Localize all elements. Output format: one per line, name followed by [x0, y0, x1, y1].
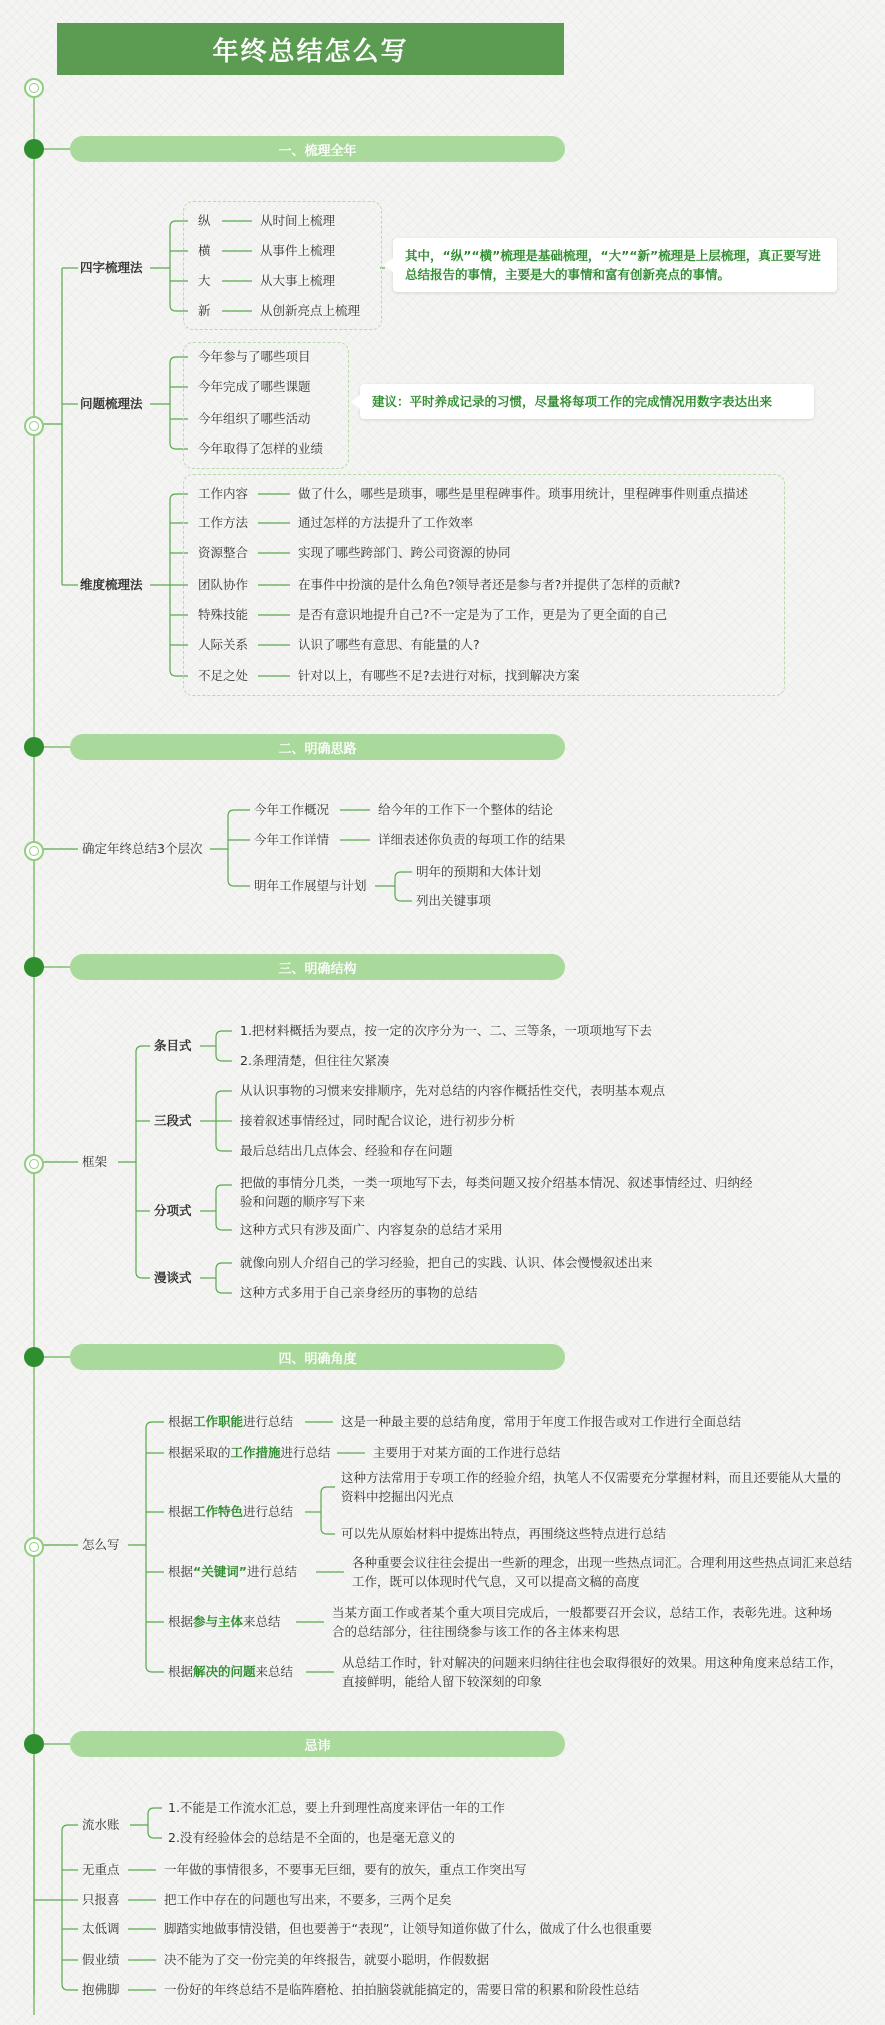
s4-label-pre: 根据 [168, 1414, 194, 1429]
s3-item: 2.条理清楚，但往往欠紧凑 [240, 1053, 390, 1068]
s5-key: 抱佛脚 [82, 1982, 120, 1997]
spine-start-icon [24, 78, 44, 98]
s5-sub: 2.没有经验体会的总结是不全面的，也是毫无意义的 [168, 1830, 455, 1845]
s4-label-post: 来总结 [243, 1614, 281, 1629]
s3-group-label: 漫谈式 [154, 1270, 192, 1285]
connector-curve [395, 886, 412, 901]
s4-label-post: 进行总结 [243, 1504, 294, 1519]
s3-item: 从认识事物的习惯来安排顺序，先对总结的内容作概括性交代，表明基本观点 [240, 1083, 666, 1098]
s4-label-pre: 根据 [168, 1504, 194, 1519]
sizi-note: 其中，“纵”“横”梳理是基础梳理，“大”“新”梳理是上层梳理，真正要写进总结报告的事情，主要是大的事情和富有创新亮点的事情。 [393, 238, 837, 292]
s4-label-hl: 解决的问题 [193, 1664, 256, 1679]
s2-item: 今年工作详情 [254, 832, 330, 847]
section-bullet-icon [24, 737, 44, 757]
connector-curve [228, 810, 250, 849]
connector-curve [228, 849, 250, 886]
section-bullet-icon [24, 1734, 44, 1754]
s4-label-hl: “关键词” [193, 1564, 247, 1579]
connector-curve [216, 1263, 232, 1278]
s5-desc: 把工作中存在的问题也写出来，不要多，三两个足矣 [164, 1892, 452, 1907]
s3-root: 框架 [82, 1154, 108, 1169]
s5-key: 只报喜 [82, 1892, 120, 1907]
section-3-hub-icon [24, 1154, 44, 1174]
connector-curve [216, 1031, 232, 1046]
weidu-key: 资源整合 [198, 545, 249, 560]
section-bullet-icon [24, 139, 44, 159]
connector-curve [216, 1278, 232, 1293]
s5-key: 流水账 [82, 1817, 120, 1832]
s4-label-hl: 工作措施 [230, 1445, 281, 1460]
weidu-key: 人际关系 [198, 637, 249, 652]
s4-label-hl: 工作职能 [193, 1414, 244, 1429]
section-header-s1: 一、梳理全年 [70, 136, 565, 162]
s5-key: 无重点 [82, 1862, 120, 1877]
connector-curve [62, 1825, 78, 1900]
weidu-key: 工作内容 [198, 486, 249, 501]
sizi-key: 纵 [198, 213, 211, 228]
s5-desc: 一年做的事情很多，不要事无巨细，要有的放矢，重点工作突出写 [164, 1862, 527, 1877]
s4-item-label [168, 1504, 293, 1520]
s5-sub: 1.不能是工作流水汇总，要上升到理性高度来评估一年的工作 [168, 1800, 505, 1815]
s4-label-post: 来总结 [255, 1664, 294, 1679]
weidu-value: 针对以上，有哪些不足?去进行对标，找到解决方案 [298, 668, 580, 683]
s4-item-label [168, 1664, 293, 1680]
connector-curve [136, 1046, 150, 1162]
s5-desc: 决不能为了交一份完美的年终报告，就耍小聪明，作假数据 [164, 1952, 490, 1967]
sizi-key: 横 [198, 243, 211, 258]
sizi-value: 从创新亮点上梳理 [260, 303, 361, 318]
s4-label-pre: 根据 [168, 1614, 194, 1629]
s3-item: 这种方式多用于自己亲身经历的事物的总结 [240, 1285, 478, 1300]
sizi-value: 从事件上梳理 [260, 243, 336, 258]
connector-curve [148, 1808, 162, 1825]
connector-curve [136, 1162, 150, 1278]
s3-item: 1.把材料概括为要点，按一定的次序分为一、二、三等条，一项项地写下去 [240, 1023, 652, 1038]
connector-curve [62, 1900, 78, 1990]
s4-label-hl: 参与主体 [193, 1614, 244, 1629]
connector-curve [395, 872, 412, 886]
weidu-value: 在事件中扮演的是什么角色?领导者还是参与者?并提供了怎样的贡献? [298, 577, 681, 592]
section-2-hub-icon [24, 841, 44, 861]
connector-curve [146, 1422, 164, 1545]
s3-item: 这种方式只有涉及面广、内容复杂的总结才采用 [240, 1222, 503, 1237]
s3-group-label: 分项式 [154, 1203, 192, 1218]
s5-desc: 一份好的年终总结不是临阵磨枪、拍拍脑袋就能搞定的，需要日常的积累和阶段性总结 [164, 1982, 640, 1997]
weidu-value: 实现了哪些跨部门、跨公司资源的协同 [298, 545, 511, 560]
s3-item: 最后总结出几点体会、经验和存在问题 [240, 1143, 453, 1158]
s4-item-label [168, 1414, 293, 1430]
weidu-key: 团队协作 [198, 577, 249, 592]
page-title: 年终总结怎么写 [57, 23, 564, 75]
wenti-label: 问题梳理法 [80, 396, 143, 411]
s4-desc: 从总结工作时，针对解决的问题来归纳往往也会取得很好的效果。用这种角度来总结工作，直接鲜明，能给人留下较深刻的印象 [342, 1655, 843, 1689]
wenti-item: 今年取得了怎样的业绩 [198, 441, 324, 456]
s4-root: 怎么写 [82, 1537, 120, 1552]
s4-item-label [168, 1445, 331, 1461]
s4-label-post: 进行总结 [243, 1414, 294, 1429]
section-1-hub-icon [24, 416, 44, 436]
connector-curve [321, 1487, 335, 1512]
s4-label-pre: 根据采取的 [168, 1445, 231, 1460]
s4-desc: 当某方面工作或者某个重大项目完成后，一般都要召开会议，总结工作，表彰先进。这种场合的总结部分，往往围绕参与该工作的各主体来构思 [332, 1605, 833, 1639]
section-header-s2: 二、明确思路 [70, 734, 565, 760]
wenti-item: 今年完成了哪些课题 [198, 379, 311, 394]
s4-desc: 各种重要会议往往会提出一些新的理念，出现一些热点词汇。合理利用这些热点词汇来总结工作，既可以体现时代气息，又可以提高文稿的高度 [352, 1555, 853, 1589]
s3-item: 接着叙述事情经过，同时配合议论，进行初步分析 [240, 1113, 516, 1128]
s4-desc: 可以先从原始材料中提炼出特点，再围绕这些特点进行总结 [341, 1526, 667, 1541]
weidu-key: 不足之处 [198, 668, 249, 683]
connector-curve [216, 1046, 232, 1061]
section-bullet-icon [24, 957, 44, 977]
s3-group-label: 条目式 [154, 1038, 192, 1053]
section-bullet-icon [24, 1347, 44, 1367]
section-4-hub-icon [24, 1537, 44, 1557]
s5-desc: 脚踏实地做事情没错，但也要善于“表现”，让领导知道你做了什么，做成了什么也很重要 [164, 1921, 652, 1936]
s4-label-hl: 工作特色 [193, 1504, 244, 1519]
section-header-s4: 四、明确角度 [70, 1344, 565, 1370]
sizi-value: 从时间上梳理 [260, 213, 336, 228]
s4-desc: 这是一种最主要的总结角度，常用于年度工作报告或对工作进行全面总结 [341, 1414, 742, 1429]
connector-curve [216, 1121, 232, 1151]
s2-item: 明年工作展望与计划 [254, 878, 367, 893]
weidu-label: 维度梳理法 [80, 577, 143, 592]
weidu-value: 认识了哪些有意思、有能量的人? [298, 637, 480, 652]
s3-item: 就像向别人介绍自己的学习经验，把自己的实践、认识、体会慢慢叙述出来 [240, 1255, 653, 1270]
sizi-key: 大 [198, 273, 211, 288]
s2-desc: 详细表述你负责的每项工作的结果 [378, 832, 566, 847]
connector-curve [216, 1185, 232, 1211]
s4-label-pre: 根据 [168, 1664, 194, 1679]
wenti-item: 今年组织了哪些活动 [198, 411, 311, 426]
s4-item-label [168, 1564, 297, 1580]
s5-key: 假业绩 [82, 1952, 120, 1967]
weidu-key: 特殊技能 [198, 607, 249, 622]
s3-item: 把做的事情分几类，一类一项地写下去，每类问题又按介绍基本情况、叙述事情经过、归纳经验和问题的顺序写下来 [240, 1175, 753, 1209]
s2-sub: 列出关键事项 [416, 893, 492, 908]
section-header-s3: 三、明确结构 [70, 954, 565, 980]
connector-curve [321, 1512, 335, 1534]
s2-desc: 给今年的工作下一个整体的结论 [378, 802, 554, 817]
s3-group-label: 三段式 [154, 1113, 192, 1128]
s5-key: 太低调 [82, 1921, 120, 1936]
s2-item: 今年工作概况 [254, 802, 330, 817]
wenti-note: 建议：平时养成记录的习惯，尽量将每项工作的完成情况用数字表达出来 [360, 384, 814, 419]
weidu-value: 通过怎样的方法提升了工作效率 [298, 515, 474, 530]
s4-label-pre: 根据 [168, 1564, 194, 1579]
connector-curve [146, 1545, 164, 1672]
s4-label-post: 进行总结 [280, 1445, 331, 1460]
weidu-key: 工作方法 [198, 515, 249, 530]
s4-item-label [168, 1614, 281, 1630]
connector-curve [216, 1211, 232, 1230]
weidu-value: 是否有意识地提升自己?不一定是为了工作，更是为了更全面的自己 [298, 607, 668, 622]
sizi-key: 新 [198, 303, 211, 318]
wenti-item: 今年参与了哪些项目 [198, 349, 311, 364]
weidu-value: 做了什么，哪些是琐事，哪些是里程碑事件。琐事用统计，里程碑事件则重点描述 [298, 486, 749, 501]
sizi-label: 四字梳理法 [80, 260, 143, 275]
s4-desc: 这种方法常用于专项工作的经验介绍，执笔人不仅需要充分掌握材料，而且还要能从大量的资料中挖掘出闪光点 [341, 1470, 842, 1504]
s2-sub: 明年的预期和大体计划 [416, 864, 542, 879]
section-header-s5: 忌讳 [70, 1731, 565, 1757]
connector-curve [216, 1091, 232, 1121]
s4-desc: 主要用于对某方面的工作进行总结 [373, 1445, 561, 1460]
connector-curve [148, 1825, 162, 1838]
sizi-value: 从大事上梳理 [260, 273, 336, 288]
s2-root: 确定年终总结3个层次 [82, 841, 203, 856]
s4-label-post: 进行总结 [246, 1564, 297, 1579]
